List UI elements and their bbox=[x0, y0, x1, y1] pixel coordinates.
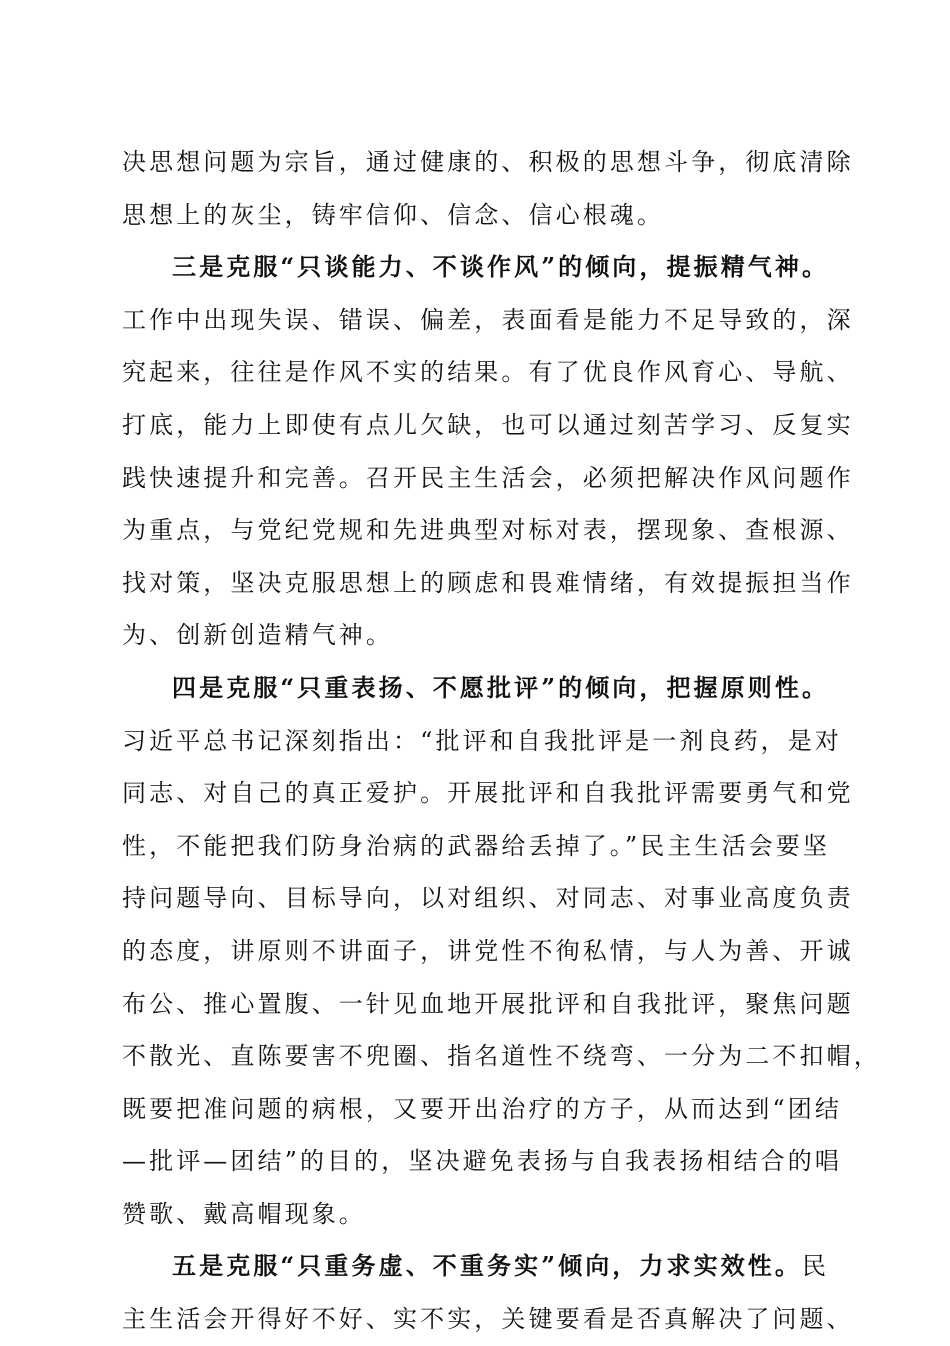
line-text: 为重点，与党纪党规和先进典型对标对表，摆现象、查根源、 bbox=[122, 516, 854, 545]
text-line bbox=[122, 1188, 828, 1241]
paragraph-heading: 四是克服“只重表扬、不愿批评”的倾向，把握原则性。 bbox=[172, 672, 830, 702]
line-text: 打底，能力上即使有点儿欠缺，也可以通过刻苦学习、反复实 bbox=[122, 410, 854, 439]
paragraph-heading-line bbox=[122, 241, 828, 294]
line-text: 践快速提升和完善。召开民主生活会，必须把解决作风问题作 bbox=[122, 463, 854, 492]
text-line bbox=[122, 557, 854, 610]
line-text: 既要把准问题的病根，又要开出治疗的方子，从而达到“团结 bbox=[122, 1094, 842, 1123]
text-line bbox=[122, 1083, 842, 1136]
line-text: 工作中出现失误、错误、偏差，表面看是能力不足导致的，深 bbox=[122, 305, 854, 334]
line-text: 持问题导向、目标导向，以对组织、对同志、对事业高度负责 bbox=[122, 884, 854, 913]
text-line bbox=[122, 925, 854, 978]
text-line bbox=[122, 978, 854, 1031]
text-line bbox=[122, 715, 842, 768]
text-line bbox=[122, 872, 854, 925]
line-text: 主生活会开得好不好、实不实，关键要看是否真解决了问题、 bbox=[122, 1305, 854, 1334]
text-line bbox=[122, 820, 828, 873]
text-line bbox=[122, 189, 828, 242]
line-text: 思想上的灰尘，铸牢信仰、信念、信心根魂。 bbox=[122, 200, 664, 229]
line-text: 决思想问题为宗旨，通过健康的、积极的思想斗争，彻底清除 bbox=[122, 148, 854, 176]
text-line bbox=[122, 1135, 842, 1188]
text-line bbox=[122, 504, 854, 557]
line-text: 民 bbox=[802, 1252, 830, 1281]
paragraph-heading-line bbox=[122, 1240, 828, 1293]
paragraph-heading: 五是克服“只重务虚、不重务实”倾向，力求实效性。 bbox=[172, 1251, 803, 1281]
line-text: 性，不能把我们防身治病的武器给丢掉了。”民主生活会要坚 bbox=[122, 831, 830, 860]
text-line bbox=[122, 609, 828, 662]
line-text: 找对策，坚决克服思想上的顾虑和畏难情绪，有效提振担当作 bbox=[122, 568, 854, 597]
line-text: —批评—团结”的目的，坚决避免表扬与自我表扬相结合的唱 bbox=[122, 1147, 842, 1176]
line-text: 究起来，往往是作风不实的结果。有了优良作风育心、导航、 bbox=[122, 358, 854, 387]
line-text: 习近平总书记深刻指出：“批评和自我批评是一剂良药，是对 bbox=[122, 726, 842, 755]
text-line bbox=[122, 294, 854, 347]
body-text bbox=[122, 136, 881, 1346]
line-text: 不散光、直陈要害不兜圈、指名道性不绕弯、一分为二不扣帽， bbox=[122, 1042, 881, 1071]
text-line bbox=[122, 452, 854, 505]
line-text: 赞歌、戴高帽现象。 bbox=[122, 1199, 366, 1228]
text-line bbox=[122, 136, 854, 189]
text-line bbox=[122, 346, 854, 399]
paragraph-heading-line bbox=[122, 662, 828, 715]
text-line bbox=[122, 399, 854, 452]
text-line bbox=[122, 767, 854, 820]
line-text: 的态度，讲原则不讲面子，讲党性不徇私情，与人为善、开诚 bbox=[122, 936, 854, 965]
line-text: 为、创新创造精气神。 bbox=[122, 621, 393, 650]
text-line bbox=[122, 1293, 854, 1346]
line-text: 同志、对自己的真正爱护。开展批评和自我批评需要勇气和党 bbox=[122, 779, 854, 808]
text-line bbox=[122, 1030, 881, 1083]
line-text: 布公、推心置腹、一针见血地开展批评和自我批评，聚焦问题 bbox=[122, 989, 854, 1018]
paragraph-heading: 三是克服“只谈能力、不谈作风”的倾向，提振精气神。 bbox=[172, 252, 830, 282]
